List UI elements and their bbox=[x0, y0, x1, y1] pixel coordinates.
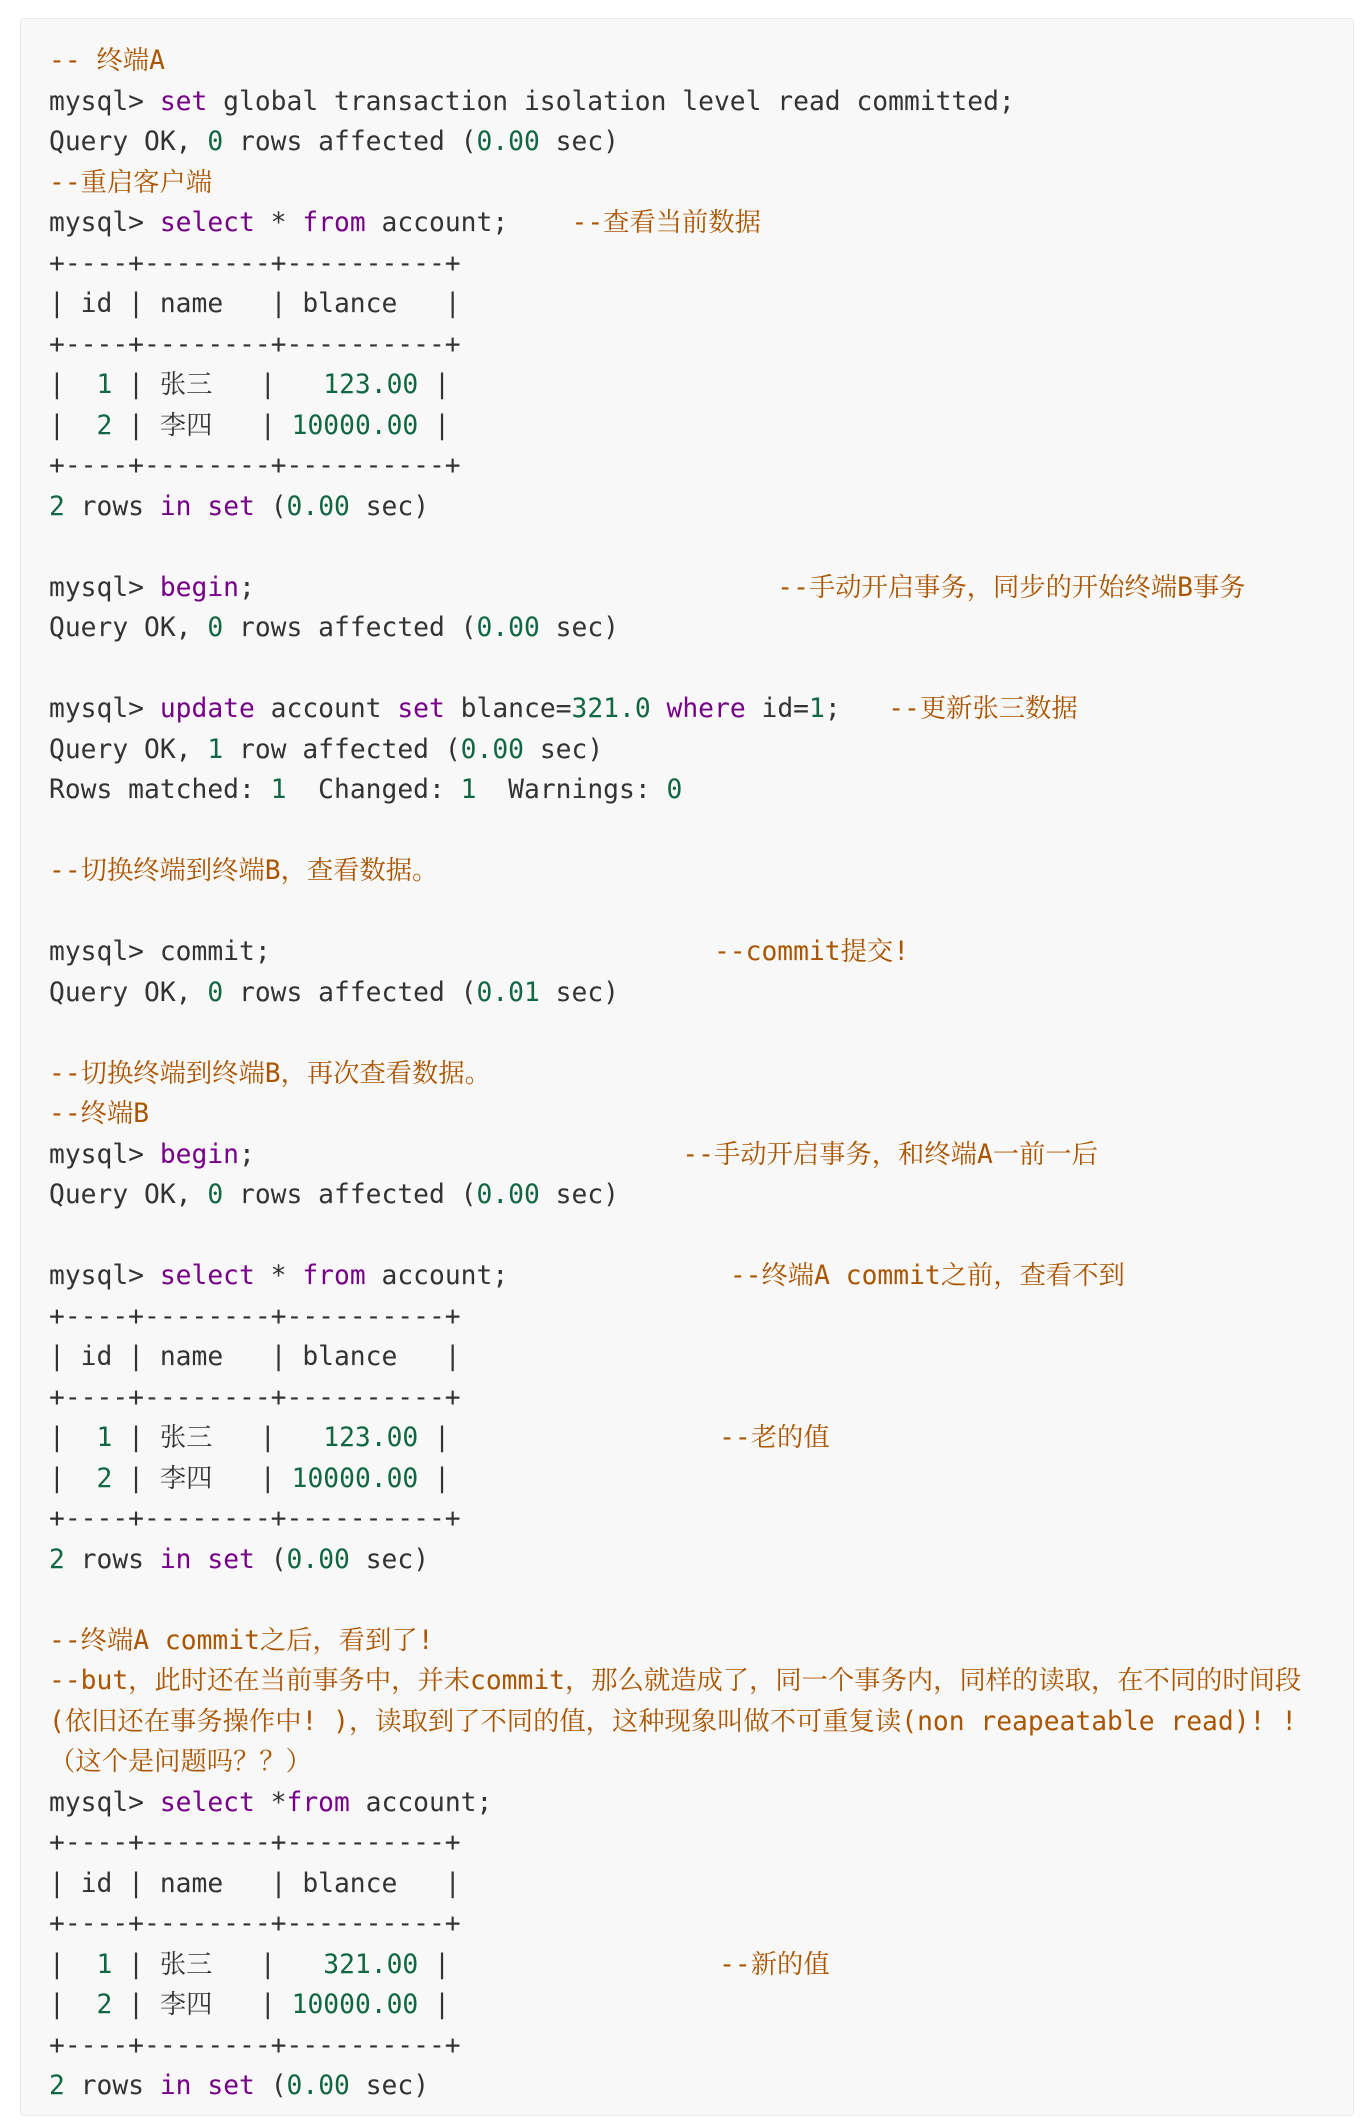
code-token: | bbox=[418, 370, 450, 400]
code-token: 0 bbox=[207, 977, 224, 1008]
code-token: 321.00 bbox=[323, 1949, 419, 1980]
code-token: set bbox=[207, 1544, 255, 1575]
code-token: --老的值 bbox=[719, 1423, 830, 1453]
code-line bbox=[49, 1216, 1353, 1257]
code-token bbox=[192, 492, 208, 522]
code-token: begin bbox=[159, 572, 239, 603]
code-token: rows affected ( bbox=[223, 977, 477, 1008]
code-token: row affected ( bbox=[223, 734, 461, 765]
code-token: +----+--------+----------+ bbox=[49, 1909, 461, 1939]
code-line bbox=[49, 82, 1353, 123]
code-token: 1 bbox=[270, 775, 287, 805]
code-token: account; bbox=[349, 1787, 493, 1818]
code-token: +----+--------+----------+ bbox=[49, 1504, 461, 1534]
code-token: Query OK, bbox=[49, 1180, 208, 1210]
code-token: | bbox=[49, 370, 97, 400]
code-line bbox=[49, 41, 1353, 82]
code-token: | 李四 | bbox=[112, 410, 292, 441]
code-token: （这个是问题吗？？） bbox=[49, 1747, 312, 1777]
code-token: from bbox=[302, 1261, 366, 1291]
code-line bbox=[49, 1945, 1353, 1986]
code-token: rows affected ( bbox=[223, 1180, 477, 1210]
code-line bbox=[49, 1256, 1353, 1297]
code-token: --手动开启事务，和终端A一前一后 bbox=[682, 1139, 1098, 1170]
code-token: 0.00 bbox=[286, 2071, 350, 2101]
code-token: --commit提交! bbox=[713, 937, 910, 967]
code-token: 10000.00 bbox=[291, 1990, 419, 2020]
code-line bbox=[49, 446, 1353, 487]
code-token: 1 bbox=[207, 734, 224, 765]
code-token: in bbox=[159, 491, 192, 522]
code-line bbox=[49, 811, 1353, 852]
code-token: | bbox=[418, 1949, 720, 1980]
code-line bbox=[49, 1297, 1353, 1338]
code-token: 0.00 bbox=[476, 613, 540, 643]
code-token: --终端A commit之后，看到了! bbox=[49, 1625, 434, 1656]
code-token: --重启客户端 bbox=[49, 167, 213, 198]
code-line bbox=[49, 973, 1353, 1014]
code-token: | 李四 | bbox=[112, 1990, 292, 2020]
code-token: Query OK, bbox=[49, 127, 208, 157]
code-token: 2 bbox=[96, 1990, 113, 2020]
code-line bbox=[49, 203, 1353, 244]
code-line bbox=[49, 892, 1353, 933]
code-token: ( bbox=[254, 1544, 287, 1575]
code-token: mysql> bbox=[49, 86, 160, 117]
code-token: rows affected ( bbox=[223, 613, 477, 643]
code-token: in bbox=[159, 2071, 192, 2101]
code-token: mysql> bbox=[49, 1139, 160, 1170]
code-token: 1 bbox=[96, 1423, 113, 1453]
code-token: sec) bbox=[539, 977, 620, 1008]
code-token: * bbox=[254, 1787, 287, 1818]
code-line bbox=[49, 1864, 1353, 1905]
code-token: set bbox=[207, 2071, 255, 2101]
code-token: 10000.00 bbox=[291, 410, 419, 441]
code-line bbox=[49, 284, 1353, 325]
code-token: 0.01 bbox=[476, 977, 540, 1008]
code-token: account bbox=[254, 694, 398, 724]
code-token: update bbox=[159, 694, 255, 724]
code-token: 1 bbox=[96, 370, 113, 400]
code-token: ; bbox=[239, 572, 778, 603]
code-token: sec) bbox=[539, 613, 620, 643]
code-token: begin bbox=[159, 1139, 239, 1170]
code-token: +----+--------+----------+ bbox=[49, 1382, 461, 1413]
code-token: | bbox=[49, 1463, 97, 1494]
code-token: ; bbox=[239, 1139, 683, 1170]
code-line bbox=[49, 2026, 1353, 2067]
code-token: rows affected ( bbox=[223, 127, 477, 157]
code-line bbox=[49, 730, 1353, 771]
code-token: 2 bbox=[49, 2071, 65, 2101]
code-token: | bbox=[49, 410, 97, 441]
code-token: 1 bbox=[460, 775, 477, 805]
code-line bbox=[49, 406, 1353, 447]
code-token: --更新张三数据 bbox=[888, 694, 1078, 724]
code-token: | id | name | blance | bbox=[49, 1868, 461, 1899]
code-token: Query OK, bbox=[49, 977, 208, 1008]
code-line bbox=[49, 244, 1353, 285]
code-line bbox=[49, 1499, 1353, 1540]
code-token: | bbox=[49, 1949, 97, 1980]
code-line bbox=[49, 1013, 1353, 1054]
code-token: +----+--------+----------+ bbox=[49, 248, 461, 279]
code-line bbox=[49, 1175, 1353, 1216]
code-line bbox=[49, 1540, 1353, 1581]
code-token: rows bbox=[64, 491, 160, 522]
code-token: | id | name | blance | bbox=[49, 1342, 461, 1372]
code-line bbox=[49, 1823, 1353, 1864]
code-token: 0.00 bbox=[476, 1180, 540, 1210]
code-token: Query OK, bbox=[49, 613, 208, 643]
code-token: 0 bbox=[666, 775, 683, 805]
code-token: +----+--------+----------+ bbox=[49, 1301, 461, 1332]
code-token: --查看当前数据 bbox=[571, 208, 761, 238]
code-token: 2 bbox=[96, 410, 113, 441]
code-line bbox=[49, 1418, 1353, 1459]
code-token: --手动开启事务，同步的开始终端B事务 bbox=[777, 572, 1246, 603]
code-token: account; bbox=[365, 208, 572, 238]
code-token: from bbox=[286, 1787, 350, 1818]
code-token: --切换终端到终端B，查看数据。 bbox=[49, 856, 439, 886]
code-token: * bbox=[254, 208, 303, 238]
code-token: 0.00 bbox=[460, 734, 524, 765]
code-line bbox=[49, 1985, 1353, 2026]
code-token: | 李四 | bbox=[112, 1463, 292, 1494]
code-token: id= bbox=[745, 694, 810, 724]
code-token: | bbox=[418, 410, 450, 441]
code-token bbox=[192, 2071, 208, 2101]
code-token: 0 bbox=[207, 613, 224, 643]
code-token: ; bbox=[824, 694, 889, 724]
code-token: mysql> bbox=[49, 694, 160, 724]
code-token: --新的值 bbox=[719, 1949, 830, 1980]
code-token: 1 bbox=[809, 694, 825, 724]
code-token: 0.00 bbox=[476, 127, 540, 157]
code-token: +----+--------+----------+ bbox=[49, 2030, 461, 2061]
code-line bbox=[49, 1742, 1353, 1783]
code-token: sec) bbox=[539, 127, 620, 157]
code-token: 0.00 bbox=[286, 1544, 350, 1575]
code-token: set bbox=[207, 491, 255, 522]
code-token: | bbox=[418, 1990, 450, 2020]
code-line bbox=[49, 1783, 1353, 1824]
code-token: mysql> bbox=[49, 208, 160, 238]
code-token: --终端B bbox=[49, 1099, 150, 1129]
code-line bbox=[49, 568, 1353, 609]
code-token: -- 终端A bbox=[49, 46, 165, 76]
code-token bbox=[651, 694, 667, 724]
code-token: blance= bbox=[444, 694, 572, 724]
code-token: * bbox=[254, 1261, 303, 1291]
code-token: Query OK, bbox=[49, 734, 208, 765]
code-token: sec) bbox=[349, 491, 430, 522]
code-line bbox=[49, 1661, 1353, 1702]
code-line bbox=[49, 608, 1353, 649]
code-token: | bbox=[49, 1990, 97, 2020]
code-line bbox=[49, 1135, 1353, 1176]
code-token bbox=[192, 1545, 208, 1575]
code-token: --终端A commit之前，查看不到 bbox=[729, 1261, 1125, 1291]
code-token: mysql> commit; bbox=[49, 937, 714, 967]
code-token: sec) bbox=[349, 2071, 430, 2101]
code-token: ( bbox=[254, 2071, 287, 2101]
code-token: | bbox=[418, 1463, 450, 1494]
code-token: (依旧还在事务操作中! )，读取到了不同的值，这种现象叫做不可重复读(non reapeatable read)! ! bbox=[49, 1706, 1298, 1737]
code-token: | 张三 | bbox=[112, 1423, 324, 1453]
code-token: | bbox=[49, 1423, 97, 1453]
code-token: 2 bbox=[49, 491, 65, 522]
code-token: rows bbox=[64, 2071, 160, 2101]
code-token: set bbox=[397, 694, 445, 724]
code-token: global transaction isolation level read committed; bbox=[207, 86, 1015, 117]
code-line bbox=[49, 770, 1353, 811]
code-token: | id | name | blance | bbox=[49, 289, 461, 319]
code-token: +----+--------+----------+ bbox=[49, 1828, 461, 1858]
code-token: 321.0 bbox=[571, 694, 651, 724]
code-token: in bbox=[159, 1544, 192, 1575]
code-token: mysql> bbox=[49, 1787, 160, 1818]
code-token: ( bbox=[254, 491, 287, 522]
code-token: select bbox=[159, 1787, 255, 1818]
code-token: sec) bbox=[349, 1544, 430, 1575]
code-token: Rows matched: bbox=[49, 775, 271, 805]
code-block bbox=[20, 18, 1354, 2116]
code-token: select bbox=[159, 208, 255, 238]
code-line bbox=[49, 365, 1353, 406]
code-line bbox=[49, 932, 1353, 973]
code-line bbox=[49, 527, 1353, 568]
code-token: mysql> bbox=[49, 572, 160, 603]
code-line bbox=[49, 1459, 1353, 1500]
code-line bbox=[49, 2066, 1353, 2107]
code-line bbox=[49, 1621, 1353, 1662]
code-token: mysql> bbox=[49, 1261, 160, 1291]
code-line bbox=[49, 163, 1353, 204]
code-token: Warnings: bbox=[476, 775, 667, 805]
code-token: 123.00 bbox=[323, 1423, 419, 1453]
code-token: --but，此时还在当前事务中，并未commit，那么就造成了，同一个事务内，同样的读取，在不同的时间段 bbox=[49, 1666, 1302, 1696]
code-line bbox=[49, 689, 1353, 730]
code-line bbox=[49, 122, 1353, 163]
code-token: | 张三 | bbox=[112, 370, 324, 400]
code-line bbox=[49, 1580, 1353, 1621]
code-token: 0.00 bbox=[286, 491, 350, 522]
code-token: Changed: bbox=[286, 775, 461, 805]
code-token: account; bbox=[365, 1261, 730, 1291]
code-token: | bbox=[418, 1423, 720, 1453]
code-token: 2 bbox=[49, 1544, 65, 1575]
code-line bbox=[49, 851, 1353, 892]
code-token: --切换终端到终端B，再次查看数据。 bbox=[49, 1058, 491, 1089]
code-token: sec) bbox=[524, 734, 604, 765]
code-token: | 张三 | bbox=[112, 1949, 324, 1980]
code-token: +----+--------+----------+ bbox=[49, 451, 461, 481]
code-line bbox=[49, 325, 1353, 366]
code-token: set bbox=[159, 86, 208, 117]
code-token: 0 bbox=[207, 127, 224, 157]
code-token: rows bbox=[64, 1544, 160, 1575]
code-line bbox=[49, 1904, 1353, 1945]
code-token: 2 bbox=[96, 1463, 113, 1494]
code-token: from bbox=[302, 208, 366, 238]
code-token: 1 bbox=[96, 1949, 113, 1980]
code-token: +----+--------+----------+ bbox=[49, 329, 461, 360]
code-token: 123.00 bbox=[323, 370, 419, 400]
code-line bbox=[49, 1054, 1353, 1095]
code-token: select bbox=[159, 1261, 255, 1291]
code-line bbox=[49, 487, 1353, 528]
code-line bbox=[49, 649, 1353, 690]
code-line bbox=[49, 1702, 1353, 1743]
code-token: 10000.00 bbox=[291, 1463, 419, 1494]
code-line bbox=[49, 1094, 1353, 1135]
code-token: where bbox=[666, 694, 746, 724]
code-token: sec) bbox=[539, 1180, 620, 1210]
code-token: 0 bbox=[207, 1180, 224, 1210]
code-line bbox=[49, 1378, 1353, 1419]
code-line bbox=[49, 1337, 1353, 1378]
